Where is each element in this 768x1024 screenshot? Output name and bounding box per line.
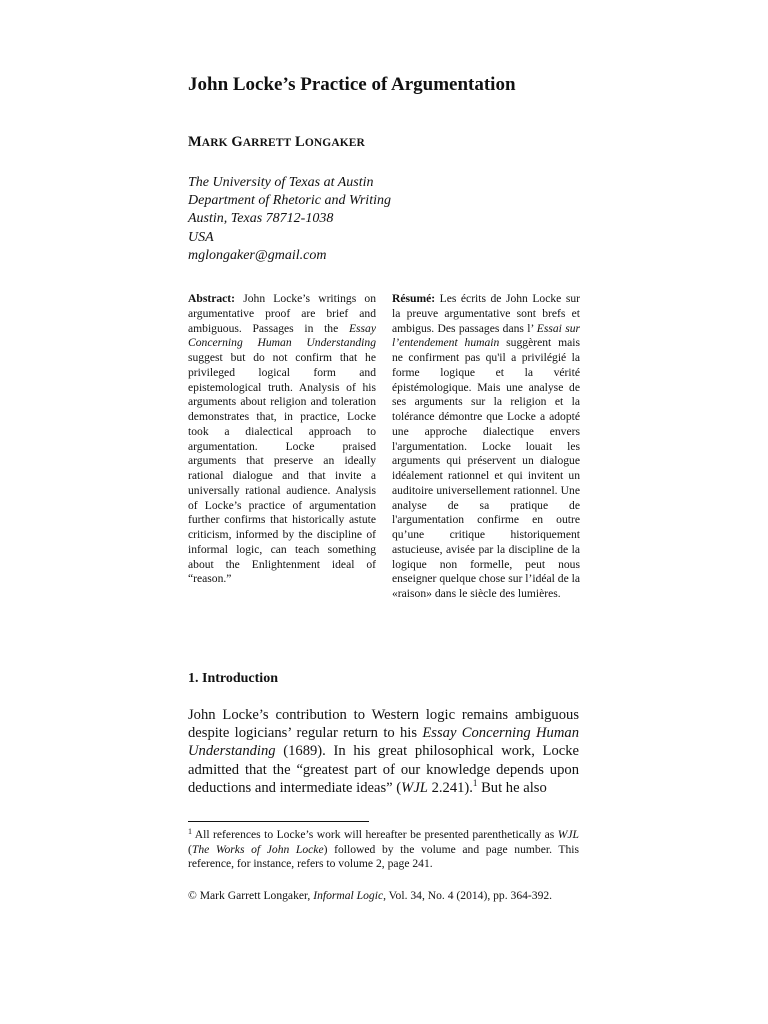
- affiliation-university: The University of Texas at Austin: [188, 175, 374, 190]
- resume-label: Résumé:: [392, 292, 436, 305]
- introduction-paragraph: John Locke’s contribution to Western logic remains ambiguous despite logicians’ regular return to his Essay Concerning Human Understanding (1689). In his great philosophical work, Locke admitted that the “greatest part of our knowledge depends upon deductions and intermediate ideas” (WJL 2.241).$^1$ But he also: [188, 707, 579, 796]
- affiliation-city: Austin, Texas 78712-1038: [188, 211, 334, 227]
- copyright-notice: © Mark Garrett Longaker, Informal Logic, Vol. 34, No. 4 (2014), pp. 364-392.: [188, 889, 553, 902]
- abstract-english: Abstract: John Locke’s writings on argumentative proof are brief and ambiguous. Passages in the Essay Concerning Human Understanding suggest but do not confirm that he privileged logical form and epistemological truth. Analysis of his arguments about religion and toleration demonstrates that, in practice, Locke took a dialectical approach to argumentation. Locke praised arguments that preserve an ideally rational dialogue and that invite a universally rational audience. Analysis of Locke’s practice of argumentation further confirms that historically astute criticism, informed by the discipline of informal logic, can teach something about the Enlightenment ideal of “reason.”: [188, 292, 376, 586]
- affiliation-country: USA: [188, 229, 214, 245]
- section-heading: 1. Introduction: [188, 671, 278, 686]
- affiliation-department: Department of Rhetoric and Writing: [188, 193, 391, 209]
- paper-title: John Locke’s Practice of Argumentation: [188, 74, 516, 95]
- footnote-reference[interactable]: 1: [472, 777, 478, 788]
- footnote-mark: 1: [188, 827, 192, 836]
- author-name: MARK GARRETT LONGAKER: [188, 134, 365, 150]
- footnote: $^1$ All references to Locke’s work will hereafter be presented parenthetically as WJL (The Works of John Locke) followed by the volume and page number. This reference, for instance, refers to volume 2, page 241.: [188, 827, 579, 871]
- footnote-separator: [188, 821, 369, 822]
- author-email[interactable]: mglongaker@gmail.com: [188, 247, 327, 263]
- author-affiliation: [188, 174, 391, 265]
- abstract-french: Résumé: Les écrits de John Locke sur la preuve argumentative sont brefs et ambigus. Des passages dans l’ Essai sur l’entendement humain suggèrent mais ne confirment pas qu'il a privilégié la forme logique et la vérité épistémologique. Mais une analyse de ses arguments sur la religion et la tolérance démontre que Locke a adopté une approche dialectique envers l'argumentation. Locke louait les arguments qui préservent un dialogue idéalement rationnel et qui invitent un auditoire universellement rationnel. Une analyse de sa pratique de l'argumentation confirme en outre qu’une critique historiquement astucieuse, avisée par la discipline de la logique non formelle, peut nous enseigner quelque chose sur l’idéal de la «raison» dans le siècle des lumières.: [392, 292, 581, 600]
- abstract-label: Abstract:: [188, 292, 236, 305]
